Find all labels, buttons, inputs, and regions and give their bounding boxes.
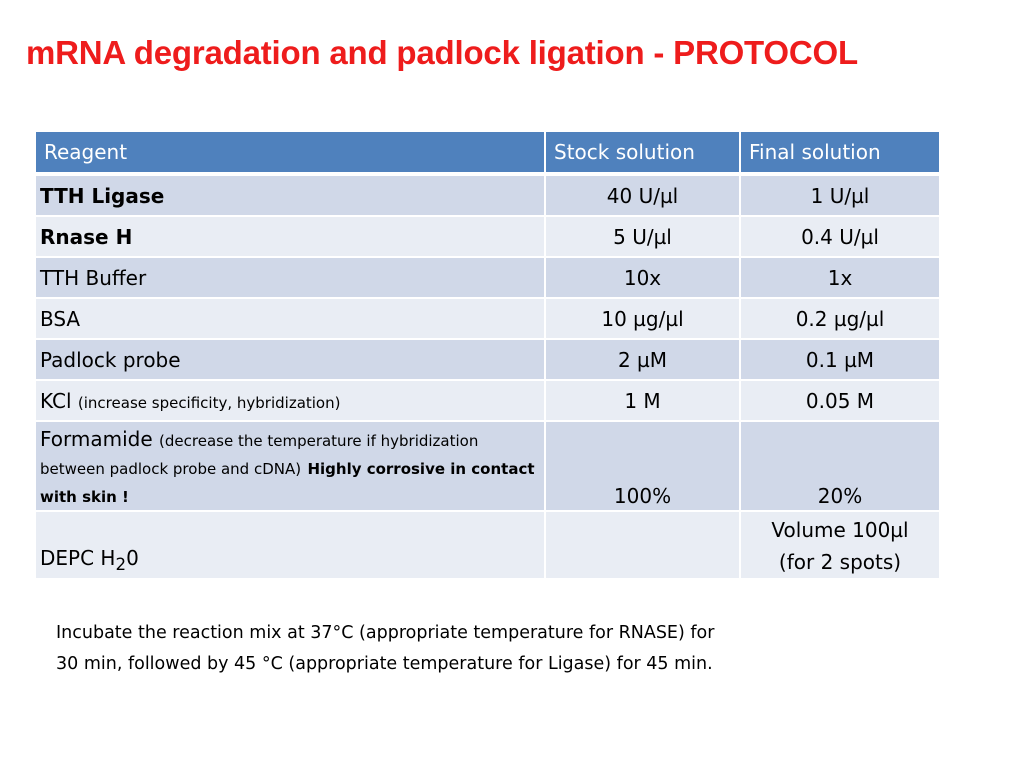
reagent-cell <box>35 511 545 579</box>
table-row <box>35 216 940 257</box>
table-header-row <box>35 131 940 174</box>
final-cell: 1 U/µl <box>740 174 940 216</box>
stock-cell: 40 U/µl <box>545 174 740 216</box>
stock-cell: 2 µM <box>545 339 740 380</box>
final-cell: 0.1 µM <box>740 339 940 380</box>
reagent-cell: TTH Buffer <box>35 257 545 298</box>
header-reagent: Reagent <box>35 131 545 174</box>
table-row <box>35 421 940 511</box>
reagent-note: (increase specificity, hybridization) <box>77 393 341 412</box>
reagent-cell: TTH Ligase <box>35 174 545 216</box>
incubation-note-line1: Incubate the reaction mix at 37°C (appropriate temperature for RNASE) for <box>56 623 715 643</box>
stock-cell: 5 U/µl <box>545 216 740 257</box>
stock-cell: 100% <box>545 421 740 511</box>
final-cell: 0.2 µg/µl <box>740 298 940 339</box>
reagent-cell: Rnase H <box>35 216 545 257</box>
final-cell: 1x <box>740 257 940 298</box>
table-row <box>35 257 940 298</box>
reagent-suffix: 0 <box>126 546 139 570</box>
stock-cell: 1 M <box>545 380 740 421</box>
reagent-table <box>34 130 941 580</box>
stock-cell: 10 µg/µl <box>545 298 740 339</box>
reagent-name: Formamide <box>40 427 153 451</box>
reagent-note: (decrease the temperature if hybridization between padlock probe and cDNA) <box>40 432 479 478</box>
table-row <box>35 339 940 380</box>
incubation-note-line2: 30 min, followed by 45 °C (appropriate temperature for Ligase) for 45 min. <box>56 654 713 674</box>
reagent-cell <box>35 380 545 421</box>
final-cell: 0.4 U/µl <box>740 216 940 257</box>
reagent-subscript: 2 <box>115 555 127 574</box>
slide-title: mRNA degradation and padlock ligation - PROTOCOL <box>26 34 858 71</box>
stock-cell <box>545 511 740 579</box>
reagent-cell: Padlock probe <box>35 339 545 380</box>
final-cell: 20% <box>740 421 940 511</box>
reagent-cell <box>35 421 545 511</box>
header-stock-solution: Stock solution <box>545 131 740 174</box>
table-row <box>35 174 940 216</box>
final-volume-note: (for 2 spots) <box>778 550 902 574</box>
final-cell <box>740 511 940 579</box>
table-row <box>35 511 940 579</box>
reagent-cell: BSA <box>35 298 545 339</box>
table-row <box>35 298 940 339</box>
header-final-solution: Final solution <box>740 131 940 174</box>
table-row <box>35 380 940 421</box>
final-volume: Volume 100µl <box>771 518 909 542</box>
stock-cell: 10x <box>545 257 740 298</box>
final-cell: 0.05 M <box>740 380 940 421</box>
corrosive-warning: Highly corrosive in contact with skin ! <box>40 460 535 506</box>
incubation-note <box>56 618 856 680</box>
reagent-name: DEPC H <box>40 546 116 570</box>
reagent-name: KCl <box>40 388 72 413</box>
